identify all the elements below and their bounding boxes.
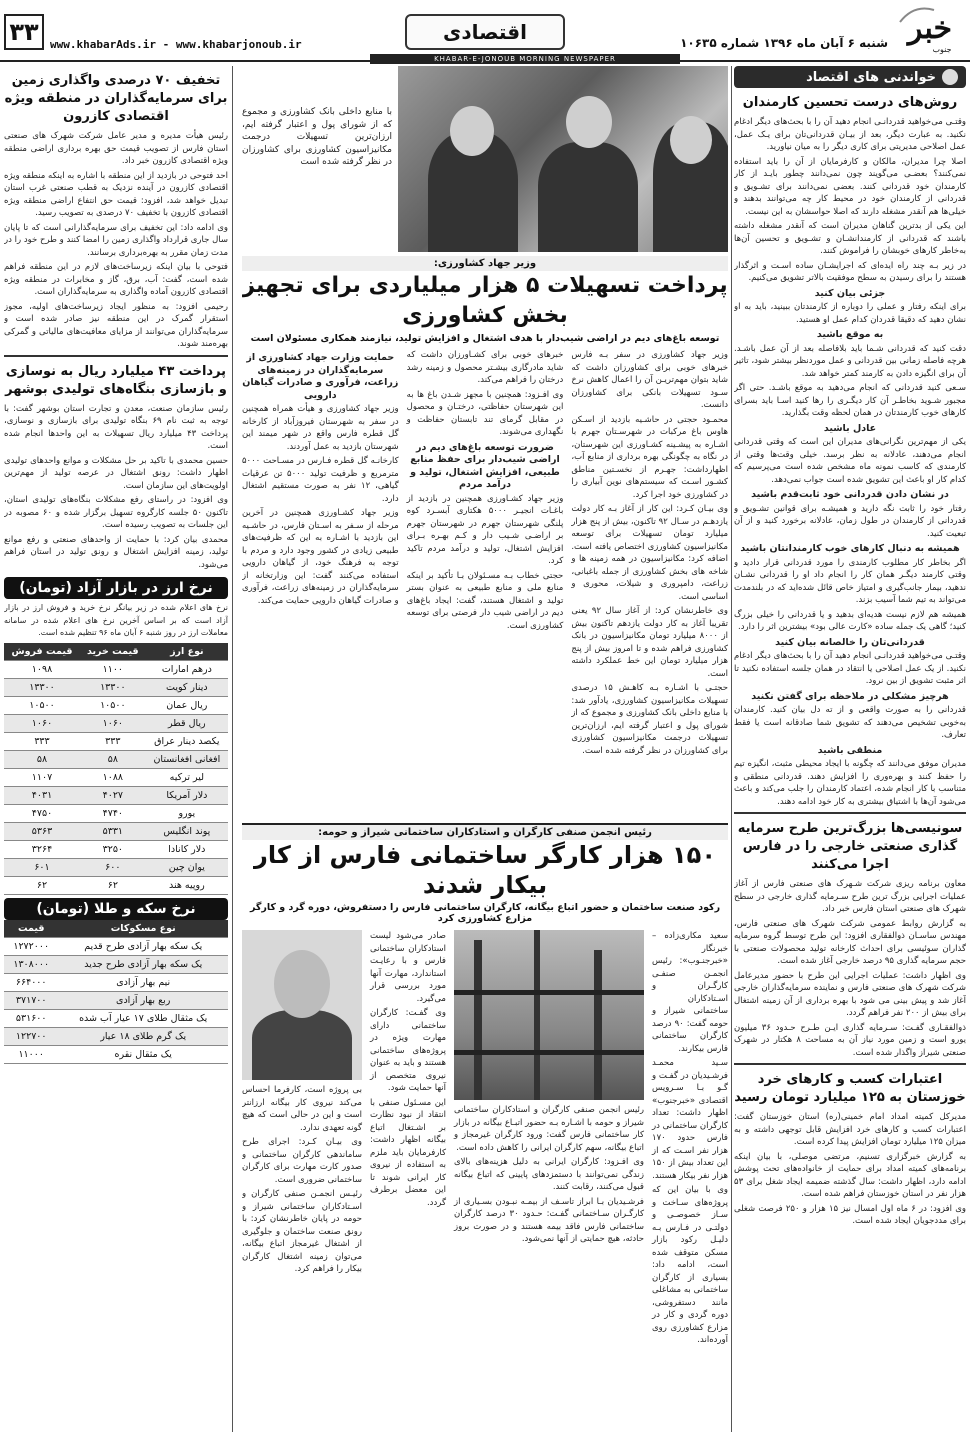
gold-table: نوع مسکوکات قیمت یک سکه بهار آزادی طرح قدیم ۱۲۷۲۰۰۰ یک سکه بهار آزادی طرح جدید ۱۳۰۸۰۰۰ نیم بهار آزادی ۶۶۴۰۰۰ ربع بهار آزادی ۳۷۱۷۰۰ یک مثقال طلای ۱۷ عیار آب شده ۵۳۱۶۰۰ یک گرم طلای ۱۸ عیار ۱۲۲۷۰۰ یک مثقال نقره ۱۱۰۰۰: [4, 920, 228, 1064]
table-cell: ۱۲۷۲۰۰۰: [4, 937, 58, 955]
subhead: منطقی باشید: [817, 744, 883, 756]
table-cell: ۱۳۰۸۰۰۰: [4, 955, 58, 973]
table-row: [4, 937, 228, 955]
table-cell: ۶۶۴۰۰۰: [4, 973, 58, 991]
table-row: [4, 804, 228, 822]
subhead: هرچیز مشکلی در ملاحظه برای گفتن نکنید: [751, 690, 949, 702]
main-column: [242, 66, 728, 1432]
table-cell: دلار کانادا: [146, 840, 228, 858]
table-row: [4, 876, 228, 894]
article-body: رئیس هیأت مدیره و مدیر عامل شرکت شهرک های صنعتی استان فارس از تصویب قیمت حق بهره برداری اراضی منطقه ویژه اقتصادی کازرون خبر داد. احد فتوحی در بازدید از این منطقه با اشاره به اینکه منطقه ویژه اقتصادی کازرون در آینده نزدیک به قطب صنعتی غرب استان تبدیل خواهد شد، افزود: قیمت حق انتفاع اراضی منطقه ویژه اقتصادی کازرون با تخفیف ۷۰ درصدی به تصویب رسید. وی ادامه داد: این تخفیف برای سرمایه‌گذارانی است که تا پایان سال جاری قرارداد واگذاری زمین را امضا کنند و طرح خود را در مدت زمان مقرر به بهره‌برداری برسانند. فتوحی با بیان اینکه زیرساخت‌های لازم در این منطقه فراهم شده است، گفت: آب، برق، گاز و مخابرات در منطقه ویژه اقتصادی کازرون آماده واگذاری به سرمایه‌گذاران است. رحیمی افزود: به منظور ایجاد زیرساخت‌های اولیه، مجوز استقرار گمرک در این منطقه نیز صادر شده است و سرمایه‌گذاران می‌توانند از مزایای معافیت‌های مالیاتی و گمرکی بهره‌مند شوند.: [4, 131, 228, 349]
currency-table: نوع ارز قیمت خرید قیمت فروش درهم امارات ۱۱۰۰ ۱۰۹۸ دینار کویت ۱۳۳۰۰ ۱۳۳۰۰ ریال عمان ۱۰۵۰۰ ۱۰۵۰۰ ریال قطر ۱۰۶۰ ۱۰۶۰ یکصد دینار عراق ۳۳۳ ۳۳۳ افغانی افغانستان ۵۸ ۵۸ لیر ترکیه ۱۰۸۸ ۱۱۰۷ دلار آمریکا ۴۰۲۷ ۴۰۳۱ یورو ۴۷۴۰ ۴۷۵۰ پوند انگلیس ۵۳۳۱ ۵۳۶۳ دلار کانادا ۳۲۵۰ ۳۲۶۴ یوان چین ۶۰۰ ۶۰۱ روپیه هند ۶۲ ۶۲: [4, 643, 228, 895]
table-cell: ۱۰۸۸: [80, 768, 146, 786]
table-cell: ۶۲: [80, 876, 146, 894]
table-cell: ۳۳۳: [80, 732, 146, 750]
table-cell: ۱۱۰۰: [80, 660, 146, 678]
table-cell: ۱۰۶۰: [80, 714, 146, 732]
column-rule: [232, 66, 233, 1432]
dateline: شنبه ۶ آبان ماه ۱۳۹۶ شماره ۱۰۶۳۵: [680, 36, 888, 50]
table-cell: یک سکه بهار آزادی طرح قدیم: [58, 937, 228, 955]
table-cell: ۵۸: [4, 750, 80, 768]
headline: پرداخت تسهیلات ۵ هزار میلیاردی برای تجهیز بخش کشاورزی: [242, 273, 728, 328]
table-cell: یک گرم طلای ۱۸ عیار: [58, 1027, 228, 1045]
lead: رکود صنعت ساختمان و حضور اتباع بیگانه، کارگران ساختمانی فارس را دستفروش، دوره گرد و کارگر مزارع کشاورزی کرد: [249, 902, 721, 924]
table-row: [4, 786, 228, 804]
table-row: [4, 660, 228, 678]
table-cell: یک مثقال طلای ۱۷ عیار آب شده: [58, 1009, 228, 1027]
table-row: [4, 768, 228, 786]
section-label: اقتصادی: [405, 14, 565, 50]
table-row: [4, 1009, 228, 1027]
table-cell: نیم بهار آزادی: [58, 973, 228, 991]
table-cell: ۱۱۰۷: [4, 768, 80, 786]
table-row: [4, 696, 228, 714]
paper-latin-name: KHABAR-E-JONOUB MORNING NEWSPAPER: [370, 54, 680, 64]
logo-text: خبر: [907, 11, 953, 46]
table-row: [4, 858, 228, 876]
table-row: [4, 1045, 228, 1063]
table-cell: ۴۰۲۷: [80, 786, 146, 804]
article-body: مدیرکل کمیته امداد امام خمینی(ره) استان خوزستان گفت: اعتبارات کسب و کارهای خرد افزایش قابل توجهی داشته و به میزان ۱۲۵ میلیارد تومان افزایش پیدا کرده است. به گزارش خبرگزاری تسنیم، مرتضی موصلی، با بیان اینکه برنامه‌های کمیته امداد برای حمایت از خانواده‌های تحت پوشش ادامه دارد، اظهار داشت: سال گذشته ضمیمه ایجاد شغل برای ۵۳ هزار نفر در استان خوزستان فراهم شده است. وی افزود: در ۶ ماه اول امسال نیز ۱۵ هزار و ۲۵۰ فرصت شغلی برای مددجویان ایجاد شده است.: [734, 1112, 966, 1226]
table-cell: ۳۷۱۷۰۰: [4, 991, 58, 1009]
kicker: وزیر جهاد کشاورزی:: [242, 256, 728, 271]
table-cell: ۵۳۱۶۰۰: [4, 1009, 58, 1027]
section-title: خواندنی های اقتصاد: [806, 69, 936, 85]
subhead: جزئی بیان کنید: [814, 287, 886, 299]
subhead: عادل باشید: [823, 422, 877, 434]
table-cell: پوند انگلیس: [146, 822, 228, 840]
article-title: پرداخت ۴۳ میلیارد ریال به نوسازی و بازسازی بنگاه‌های تولیدی بوشهر: [5, 363, 227, 397]
table-cell: ۶۲: [4, 876, 80, 894]
table-cell: یوان چین: [146, 858, 228, 876]
subhead: ضرورت توسعه باغ‌های دیم در اراضی شیب‌دار برای حفظ منابع طبیعی، افزایش اشتغال، تولید و درآمد مردم: [410, 441, 560, 490]
table-cell: ۱۱۰۰۰: [4, 1045, 58, 1063]
subhead: به موقع باشید: [816, 329, 884, 340]
table-cell: ۶۰۱: [4, 858, 80, 876]
table-cell: ۵۸: [80, 750, 146, 768]
table-cell: ۵۳۶۳: [4, 822, 80, 840]
table-cell: ۴۷۴۰: [80, 804, 146, 822]
table-cell: ۱۰۶۰: [4, 714, 80, 732]
table-cell: یکصد دینار عراق: [146, 732, 228, 750]
table-cell: ۶۰۰: [80, 858, 146, 876]
table-cell: ۱۰۹۸: [4, 660, 80, 678]
lead-photo-row: [242, 66, 728, 256]
table-cell: ربع بهار آزادی: [58, 991, 228, 1009]
table-cell: ریال قطر: [146, 714, 228, 732]
table-row: [4, 750, 228, 768]
logo-sub: جنوب: [932, 45, 952, 54]
table-row: [4, 840, 228, 858]
rates-title: نرخ ارز در بازار آزاد (تومان): [4, 577, 228, 599]
table-cell: ۱۳۳۰۰: [80, 678, 146, 696]
article-body: رئیس سازمان صنعت، معدن و تجارت استان بوشهر گفت: با توجه به ثبت نام ۶۹ بنگاه تولیدی برای بازسازی و نوسازی، پرداخت ۴۳ میلیارد ریال تسهیلات به این واحدها انجام شده است. حسین محمدی با تاکید بر حل مشکلات و موانع واحدهای تولیدی اظهار داشت: رونق اشتغال در عرصه تولید از مهم‌ترین اولویت‌های این سازمان است. وی افزود: در راستای رفع مشکلات بنگاه‌های تولیدی استان، تاکنون ۵۰ جلسه کارگروه تسهیل برگزار شده و ۶۰ مصوبه در این جلسات به تصویب رسیده است. محمدی بیان کرد: با حمایت از واحدهای صنعتی و رفع موانع تولید، زمینه افزایش اشتغال و رونق تولید در استان فراهم می‌شود.: [4, 403, 228, 570]
article-title: سونیسی‌ها بزرگ‌ترین طرح سرمایه گذاری صنعتی خارجی را در فارس اجرا می‌کنند: [737, 821, 963, 872]
masthead: [0, 0, 970, 62]
table-row: [4, 732, 228, 750]
table-row: [4, 973, 228, 991]
table-cell: یک مثقال نقره: [58, 1045, 228, 1063]
table-row: [4, 714, 228, 732]
table-cell: دلار آمریکا: [146, 786, 228, 804]
table-cell: یک سکه بهار آزادی طرح جدید: [58, 955, 228, 973]
table-cell: ۱۰۵۰۰: [80, 696, 146, 714]
table-cell: یورو: [146, 804, 228, 822]
subhead: قدردانی‌تان را خالصانه بیان کنید: [775, 636, 925, 648]
construction-photo: [454, 930, 644, 1100]
table-cell: ۴۷۵۰: [4, 804, 80, 822]
section-title-bar: [734, 66, 966, 88]
headline: ۱۵۰ هزار کارگر ساختمانی فارس از کار بیکار شدند: [254, 841, 716, 899]
table-row: [4, 955, 228, 973]
minister-photo: [398, 66, 728, 252]
article-title: اعتبارات کسب و کارهای خرد خوزستان به ۱۲۵ میلیارد تومان رسید: [734, 1072, 966, 1105]
lead: توسعه باغ‌های دیم در اراضی شیب‌دار با هدف اشتغال و افزایش تولید، نیازمند همکاری مسئولان است: [250, 333, 720, 344]
rates-intro: نرخ های اعلام شده در زیر بیانگر نرخ خرید و فروش ارز در بازار آزاد است که بر اساس آخرین نرخ های اعلام شده در سامانه معاملات ارز در روز شنبه ۶ آبان ماه ۹۶ تنظیم شده است.: [4, 603, 228, 637]
table-cell: دینار کویت: [146, 678, 228, 696]
table-cell: ۱۲۲۷۰۰: [4, 1027, 58, 1045]
article-body: وقتـی می‌خواهید قدردانـی انجام دهید آن را با بحث‌های دیگر ادغام نکنید. به عبارت دیگر، بعد از بیـان قدردانی‌تان برای یـک عمل، عمل اصلاحی مدیریتی برای کاری دیگر را به میان نیاورید. اصلا چرا مدیران، مالکان و کارفرمایان از آن را باید استفاده نمی‌کنند؟ بعضـی می‌گویند چون نمی‌دانند چطور بایـد از کار کارمندان خود قدردانی کنند. بعضی نمی‌دانند برای تشـویق و قدردانی از کارمندان خود در محیط کار چه می‌توانند بدهند و خیلی‌ها هم آنقدر مشغله دارند که اصلا حواسشان به این نیست. این یکی از بدترین گناهان مدیران است که آنقدر مشغله داشته باشند که قدردانی از کارمندانشـان و تشـویق و تحسین آن‌ها به‌خاطر کارهای خوبشان را فراموش کنند. در زیر بـه چند راه ایده‌ای که اجرایشـان ساده اسـت و اثرگذار هستند را برای رسیدن به سطح موفقیت بالاتر تشویق می‌کنیم. جزئی بیان کنید برای اینکه رفتار و عملی را دوباره از کارمندتان ببینید، باید به او نشان دهید که دقیقا قدردان کدام عمل او هستید. به موقع باشید دقت کنید که قدردانی شـما باید بلافاصله بعد از آن عمل باشـد. هرچه فاصله زمانی بین قدردانی و عمل موردنظر بیشتر شود، تاثیر آن برای انگیزه دادن به کارمند کمتر خواهد شد. سـعی کنید قدردانی که انجام می‌دهید به موقع باشـد. حتی اگر مجبور شـوید بخاطـر آن کار دیگـری را رها کنید اسـا باید بسرای کارهای خوب کارمندتان در همان لحظه وقت بگذارید. عادل باشید یکی از مهم‌ترین نگرانی‌های مدیران این است که وقتی قدردانی انجام می‌دهند، عادلانه به نظر برسد. خیلی وقت‌ها وقتی از کارمندی که کاسب نمونه ماه مشخص شده است می‌پرسیم که کدام کار او باعث این تشویق شده است جواب نمی‌دهد. در نشان دادن قدردانی خود ثابت‌قدم باشید رفتار خود را ثابت نگه دارید و همیشـه برای قوانین تشـویق و قدردانی از کارمندان در طول زمان، عادلانه برخورد کنید و از آن تبعیت کنید. همیشه به دنبال کارهای خوب کارمندانتان باشید اگر بخاطر کار مطلوب کارمندی را مورد قدردانی قرار دادید و وقتی کارمند دیگـر همان کار را انجام داد او را قدردانی نشـان ندهید، بیمار جانب‌گیری و امتیاز خاص قائل شده‌اید که در بلندمدت می‌تواند به تیم شما آسیب بزند. همیشه هم لازم نیست هدیه‌ای بدهید و یا قدردانی را خیلی بزرگ کنید؛ گاهی یک جمله ساده «کارت عالی بود» بیشترین اثر را دارد. قدردانی‌تان را خالصانه بیان کنید وقتـی می‌خواهید قدردانـی انجام دهید آن را با بحث‌های دیگر ادغام نکنید. از یک عمل اصلاحی یا انتقاد در همان جلسه استفاده نکنید تا اثر مثبت تشویق از بین نرود. هرچیز مشکلی در ملاحظه برای گفتن نکنید قدردانی را به صورت واقعی و از ته دل بیان کنید. کارمندان به‌خوبی تشخیص می‌دهند که تشویق شما صادقانه است یا فقط تعارف. منطقی باشید مدیران موفق می‌دانند که چگونه با ایجاد محیطی مثبت، انگیزه تیم را حفظ کنند و بهره‌وری را افزایش دهند. قدردانی منطقی و متناسب با کار انجام شده، اعتماد کارمندان را جلب می‌کند و باعث می‌شود آن‌ها با اشتیاق بیشتری به کار خود ادامه دهند.: [734, 117, 966, 807]
table-row: [4, 822, 228, 840]
site-urls[interactable]: www.khabarAds.ir - www.khabarjonoub.ir: [50, 38, 302, 51]
table-cell: ۵۳۳۱: [80, 822, 146, 840]
page-number: ۳۳: [4, 14, 44, 50]
article-body: وزیر جهاد کشاورزی در سفر بـه فارس خبرهای خوبی برای کشاورزان داشت که شاید بتوان مهم‌تریـن آن را اعمال کاهش نرخ سـود تسهیلات بانکی برای کشاورزان دانست. محمـود حجتی در حاشـیه بازدید از اسـکن هاوس باغ مرکبات در شهرسـتان جهرم با اشـاره به پیشـینه کشـاورزی این شهرستان، در نگاه به چگونگی بهره برداری از منابع آب، اظهارداشت: جهـرم از نخسـتین مناطق کشـور اسـت که سیستم‌های نوین آبیاری را در کشاورزی خود اجرا کرد. وی بیـان کـرد: این کار از آغاز بـه کار دولت یازدهـم در سـال ۹۲ تاکنون، بیش از پنج هزار میلیارد تومان تسهیلات برای توسعه مکانیزاسیون کشاورزی اختصاص یافته است. اضافه کرد: مکانیزاسیون در همه زمینه ها و شاخه های بخش کشاورزی از جمله باغبانی، زراعت، دامپروری و شیلات، محوری و اساسی است. وی خاطرنشان کرد: از آغاز سال ۹۲ یعنی تقریبا آغاز به کار دولت یازدهم تاکنون بیش از ۸۰۰۰ میلیارد تومان مکانیزاسیون در بانک کشاورزی فراهم شده و تا امروز بیش از پنج هزار میلیارد تومان این خط عملکرد داشته است. حجتـی با اشـاره بـه کاهـش ۱۵ درصدی تسهیلات مکانیزاسیون کشاورزی، یادآور شد: با منابع داخلی بانک کشاورزی و مجموع که از شورای پول و اعتبار گرفته ایم، ارزان‌ترین تسهیلات درجمت مکانیزاسیون کشاورزی برای کشاورزان در نظر گرفته شده است. خبرهای خوبی برای کشـاورزان داشت که شاید مادرگاری بیشـتر محصول و زمینه رشد درختان را فراهم می‌کند. وی افـزود: همچنین با مجهز شـدن باغ ها به این شهرستان حفاظتی، درختـان و محصول در مقابل گرمای تند تابستان حفاظت و نگهداری می‌شوند. ضرورت توسعه باغ‌های دیم در اراضی شیب‌دار برای حفظ منابع طبیعی، افزایش اشتغال، تولید و درآمد مردم وزیر جهاد کشـاورزی همچنین در بازدید از باغـات انجیـر ۵۰۰۰ هکتاری آبسـرد کوه پلنگی شهرستان جهرم در شهرستان جهرم بر اراضـی شـیب دار و کـم بهـره بـرای افزایش اشتغال، تولید و درآمد مردم تاکید کرد. حجتی خطاب بـه مسـئولان بـا تأکید بر اینکه منابع ملی و منابع طبیعی به عنوان بستر تولید و اشتغال هستند، گفت: ایجاد باغ‌های دیم در اراضی شیب دار فرصتی برای توسعه کشاورزی است. حمایت وزارت جهاد کشاورزی از سرمایه‌گذاران در زمینه‌های زراعت، فرآوری و صادرات گیاهان دارویی وزیر جهاد کشاورزی و هیأت همراه همچنین در سفر به شهرستان فیروزآباد از کارخانه گل قطره فارس واقع در شهر میمند این شهرستان بازدید به عمل آوردند. کارخانـه گل قطره فـارس در مسـاحت ۵۰۰۰ مترمربع و ظرفیت تولید ۵۰۰۰ تن عرقیات گیاهی، ۱۲ نفر به صورت مستقیم اشتغال دارد. وزیر جهاد کشـاورزی همچنین در آخرین مرحله از سـفر به اسـتان فارس، در حاشـیه این بازدید با اشـاره به این که ظرفیت‌های طبیعی زیادی در کشور وجود دارد و مردم با توجه به فرهنگ خود، از گیاهان دارویی استفاده می‌کنند گفت: این وزارتخانه از سرمایه‌گذاران در زمینه‌های زراعت، فرآوری و صادرات گیاهان دارویی حمایت می‌کند.: [242, 350, 728, 756]
table-cell: ۱۰۵۰۰: [4, 696, 80, 714]
table-row: [4, 991, 228, 1009]
table-cell: ۳۳۳: [4, 732, 80, 750]
left-column: [4, 66, 228, 1432]
paper-logo: [894, 0, 966, 56]
table-cell: ۴۰۳۱: [4, 786, 80, 804]
portrait-photo: [242, 930, 362, 1080]
table-cell: درهم امارات: [146, 660, 228, 678]
table-cell: ۱۳۳۰۰: [4, 678, 80, 696]
kicker: رئیس انجمن صنفی کارگران و استادکاران ساختمانی شیراز و حومه:: [242, 825, 728, 840]
table-cell: افغانی افغانستان: [146, 750, 228, 768]
table-cell: ۳۲۶۴: [4, 840, 80, 858]
table-cell: ریال عمان: [146, 696, 228, 714]
article-title: تخفیف ۷۰ درصدی واگذاری زمین برای سرمایه‌گذاران در منطقه ویژه اقتصادی کازرون: [4, 73, 228, 124]
gold-title: نرخ سکه و طلا (تومان): [4, 898, 228, 920]
table-cell: لیر ترکیه: [146, 768, 228, 786]
photo-caption: با منابع داخلی بانک کشاورزی و مجموع که از شورای پول و اعتبار گرفته ایم، ارزان‌ترین تسهیلات درجمت مکانیزاسیون کشاورزی برای کشاورزان در نظر گرفته شده است: [242, 107, 392, 167]
article-body: معاون برنامه ریزی شرکت شـهرک های صنعتی فارس از آغاز عملیات اجرایی بزرگ ترین طرح سـرمایه گذاری خارجی در سطح شهرک های صنعتی استان فارس خبر داد. به گزارش روابط عمومی شرکت شهرک های صنعتی فارس، مهندس ساسـان ذوالفقاری افزود: این طرح توسط گروه سرمایه گذاران سوئیسی برای احداث کارخانه تولید محصولات صنعتی با حجم سرمایه گذاری ۹۵ درصد خارجی آغاز شده است. وی اظهار داشت: عملیات اجرایی این طرح با حضور مدیرعامل شرکت شهرک های صنعتی فارس و نماینده سرمایه‌گذاران خارجی آغاز شد و پیش بینی می شود با بهره برداری از آن زمینه اشتغال برای بیش از ۲۰۰ نفر فراهم گردد. ذوالفقـاری گفـت: سـرمایه گذاری ایـن طـرح حـدود ۳۶ میلیون یورو است و زمین مورد نیاز آن به مساحت ۸ هکتار در شهرک صنعتی شیراز واگذار شده است.: [734, 879, 966, 1058]
currency-rates-box: [4, 577, 228, 1064]
table-cell: روپیه هند: [146, 876, 228, 894]
table-row: [4, 678, 228, 696]
subhead: همیشه به دنبال کارهای خوب کارمندانتان باشید: [740, 543, 960, 554]
reading-icon: [942, 69, 958, 85]
table-row: [4, 1027, 228, 1045]
right-column: [734, 66, 966, 1432]
article-title: روش‌های درست تحسین کارمندان: [742, 95, 958, 110]
article-body: سعید مکاری‌زاده – خبرنگار «خبرجنـوب»: رئیس انجمـن صنفـی کارگـران و اسـتادکاران ساختمانی شیراز و حومه گفت: ۹۰ درصد کارگران ساختمانی فارس بیکارند. سـید محمـد فرشـیدیان در گفـت و گـو بـا سـرویس اقتصادی «خبرجنوب» اظهار داشت: تعداد کارگران ساختمانی در فارس حدود ۱۷۰ هزار نفر اسـت که از این تعداد بیش از ۱۵۰ هزار نفر بیکار هستند. وی با بیان این که پروژه‌های سـاخت و سـاز خصوصـی و دولتـی در فـارس بـه دلیـل رکود بازار مسکن متوقف شده است، ادامه داد: بسیاری از کارگران ساختمانی به مشاغلی مانند دستفروشی، دوره گردی و کار در مزارع کشاورزی روی آورده‌اند. رئیس انجمن صنفی کارگران و استادکاران ساختمانی شیراز و حومه با اشـاره بـه حضور اتبـاع بیگانه در بازار کار ساختمانی فارس گفت: ورود کارگران غیرمجاز و اتباع بیگانه، سهم کارگران ایرانی را کاهش داده است. وی افـزود: کارگران ایرانی به دلیل هزینه‌های بالای زندگی نمی‌توانند با دستمزدهای پایینی که اتباع بیگانه قبول می‌کنند، رقابت کنند. فرشـیدیان بـا ابراز تاسـف از بیمـه نبـودن بسـیاری از کارگـران سـاختمانی گفـت: حـدود ۳۰ درصد کارگران ساختمانی فارس فاقد بیمه هستند و در صورت بروز حادثه، هیچ حمایتی از آنها نمی‌شود. صادر می‌شود لیست استادکاران ساختمانی فارس و با رعایـت استاندارد، مهارت آنها مورد بررسی قرار می‌گیرد. وی گفـت: کارگران ساختمانی دارای مهارت ویژه در پروژه‌های ساختمانی هستند و باید به عنوان نیروی متخصص از آنها حمایت شود. این مسـئول صنفی با انتقاد از نبود نظارت بر اشـتغال اتباع بیگانه اظهار داشت: کارفرمایان باید ملزم به استفاده از نیروی کار ایرانی شوند تا این معضل برطرف گردد. بی پروژه است، کارفرما احساس می‌کند نیروی کار بیگانه ارزانتر است و این در حالی است که هیچ گونه تعهدی ندارد. وی بیـان کـرد: اجرای طرح ساماندهی کارگران ساختمانی و صدور کارت مهارت برای کارگران ساختمانی ضروری است. رئیـس انجمـن صنفی کارگران و اسـتادکاران ساختمانی شیراز و حومه در پایان خاطرنشان کرد: با رونق صنعت ساختمان و جلوگیری از اشتغال غیرمجاز اتباع بیگانه، می‌توان زمینه اشتغال کارگران بیکار را فراهم کرد.: [242, 931, 728, 1345]
subhead: حمایت وزارت جهاد کشاورزی از سرمایه‌گذاران در زمینه‌های زراعت، فرآوری و صادرات گیاهان دارویی: [242, 352, 399, 401]
table-cell: ۳۲۵۰: [80, 840, 146, 858]
column-rule: [731, 66, 732, 1432]
subhead: در نشان دادن قدردانی خود ثابت‌قدم باشید: [751, 489, 949, 500]
